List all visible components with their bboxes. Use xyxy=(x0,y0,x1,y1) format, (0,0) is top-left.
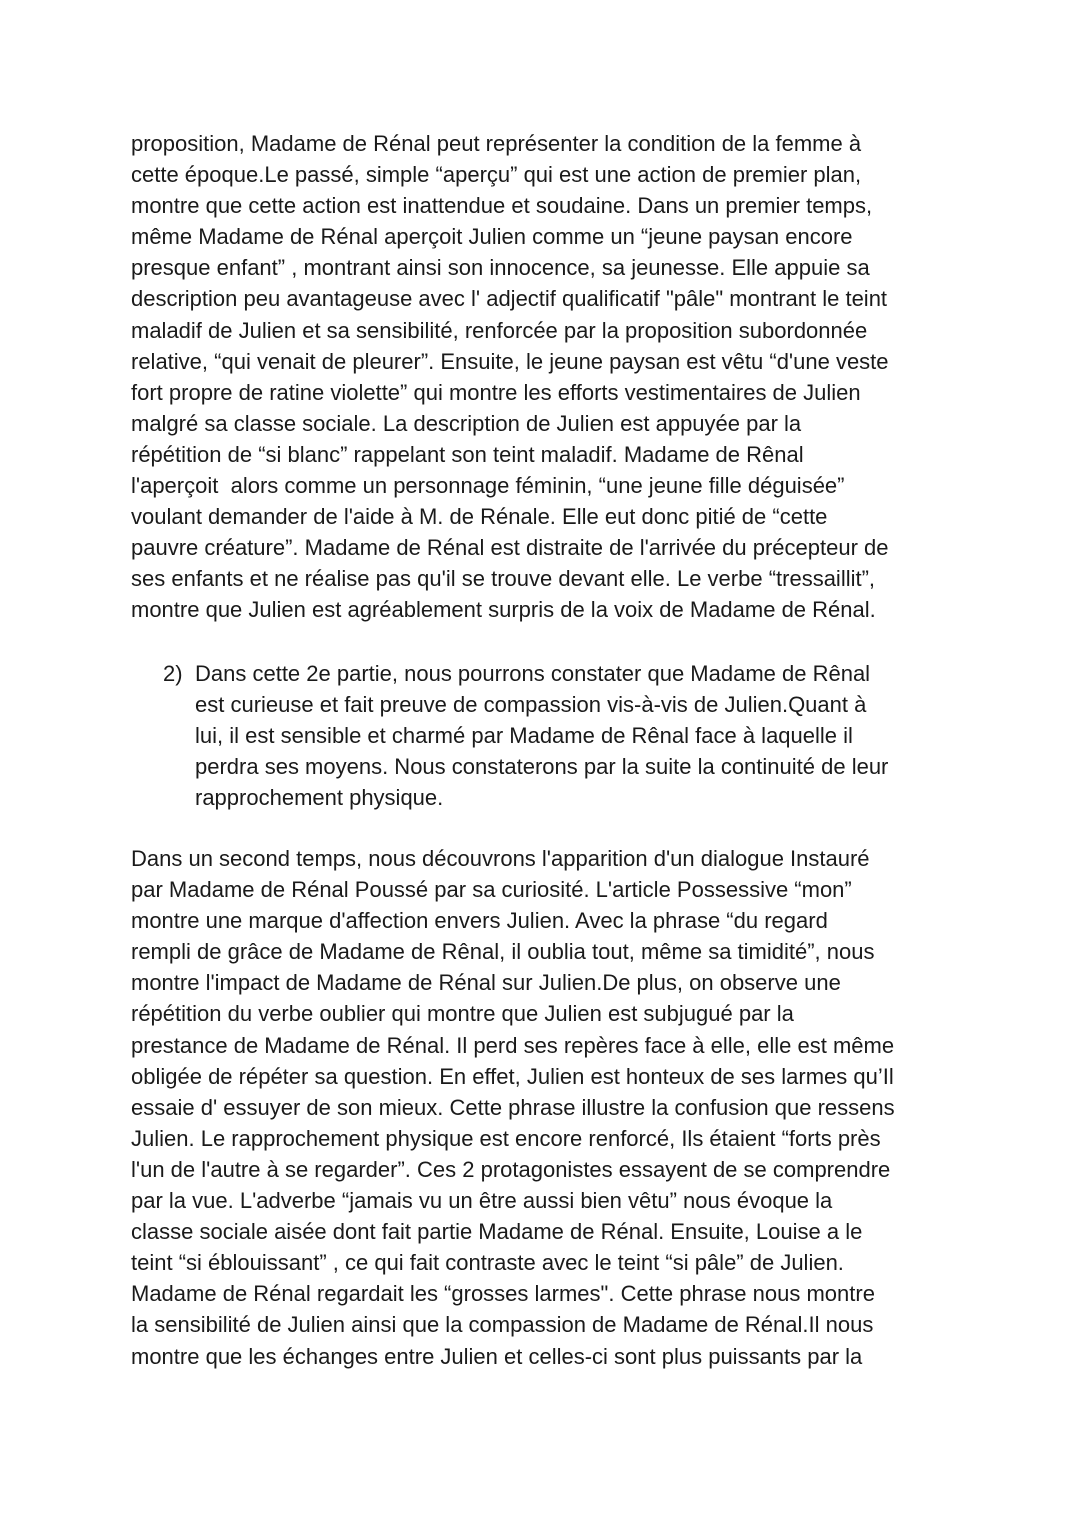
text-line: Dans cette 2e partie, nous pourrons constater que Madame de Rênal xyxy=(195,661,871,686)
text-line: Julien. Le rapprochement physique est encore renforcé, Ils étaient “forts près xyxy=(131,1125,881,1151)
text-line: montre que les échanges entre Julien et celles-ci sont plus puissants par la xyxy=(131,1343,863,1369)
text-line: ses enfants et ne réalise pas qu'il se trouve devant elle. Le verbe “tressaillit”, xyxy=(131,566,876,592)
paragraph-analysis-part2 xyxy=(131,843,895,1372)
text-line: maladif de Julien et sa sensibilité, renforcée par la proposition subordonnée xyxy=(131,317,868,343)
text-line: cette époque.Le passé, simple “aperçu” qui est une action de premier plan, xyxy=(131,162,862,188)
numbered-list xyxy=(163,658,888,813)
text-line: proposition, Madame de Rénal peut représenter la condition de la femme à xyxy=(131,131,862,156)
text-line: montre l'impact de Madame de Rénal sur Julien.De plus, on observe une xyxy=(131,970,841,996)
text-line: relative, “qui venait de pleurer”. Ensuite, le jeune paysan est vêtu “d'une veste xyxy=(131,348,889,374)
text-line: prestance de Madame de Rénal. Il perd ses repères face à elle, elle est même xyxy=(131,1032,895,1058)
text-line: Dans un second temps, nous découvrons l'apparition d'un dialogue Instauré xyxy=(131,846,870,871)
text-line: perdra ses moyens. Nous constaterons par la suite la continuité de leur xyxy=(195,754,889,780)
list-number: 2) xyxy=(163,661,183,686)
text-line: teint “si éblouissant” , ce qui fait contraste avec le teint “si pâle” de Julien. xyxy=(131,1250,844,1276)
text-line: par la vue. L'adverbe “jamais vu un être aussi bien vêtu” nous évoque la xyxy=(131,1188,833,1214)
text-line: rempli de grâce de Madame de Rênal, il oublia tout, même sa timidité”, nous xyxy=(131,939,875,965)
list-item xyxy=(163,658,888,813)
text-line: montre que Julien est agréablement surpris de la voix de Madame de Rénal. xyxy=(131,597,876,623)
text-line: classe sociale aisée dont fait partie Madame de Rénal. Ensuite, Louise a le xyxy=(131,1219,863,1245)
text-line: lui, il est sensible et charmé par Madame de Rênal face à laquelle il xyxy=(195,723,853,749)
text-line: la sensibilité de Julien ainsi que la compassion de Madame de Rénal.Il nous xyxy=(131,1312,874,1338)
text-line: même Madame de Rénal aperçoit Julien comme un “jeune paysan encore xyxy=(131,224,853,250)
text-line: essaie d' essuyer de son mieux. Cette phrase illustre la confusion que ressens xyxy=(131,1094,895,1120)
text-line: presque enfant” , montrant ainsi son innocence, sa jeunesse. Elle appuie sa xyxy=(131,255,870,281)
text-line: obligée de répéter sa question. En effet, Julien est honteux de ses larmes qu’Il xyxy=(131,1063,894,1089)
text-line: Madame de Rénal regardait les “grosses larmes". Cette phrase nous montre xyxy=(131,1281,875,1307)
text-line: par Madame de Rénal Poussé par sa curiosité. L'article Possessive “mon” xyxy=(131,877,852,903)
text-line: rapprochement physique. xyxy=(195,785,444,811)
text-line: description peu avantageuse avec l' adjectif qualificatif "pâle" montrant le teint xyxy=(131,286,888,312)
text-line: pauvre créature”. Madame de Rénal est distraite de l'arrivée du précepteur de xyxy=(131,535,889,561)
text-line: répétition du verbe oublier qui montre que Julien est subjugué par la xyxy=(131,1001,794,1027)
text-line: malgré sa classe sociale. La description de Julien est appuyée par la xyxy=(131,410,802,436)
text-line: montre une marque d'affection envers Julien. Avec la phrase “du regard xyxy=(131,908,828,934)
paragraph-analysis-part1 xyxy=(131,128,889,626)
text-line: l'aperçoit alors comme un personnage féminin, “une jeune fille déguisée” xyxy=(131,473,845,499)
text-line: voulant demander de l'aide à M. de Rénale. Elle eut donc pitié de “cette xyxy=(131,504,828,530)
text-line: montre que cette action est inattendue et soudaine. Dans un premier temps, xyxy=(131,193,873,219)
text-line: fort propre de ratine violette” qui montre les efforts vestimentaires de Julien xyxy=(131,379,861,405)
list-item-text xyxy=(195,658,888,813)
text-line: est curieuse et fait preuve de compassion vis-à-vis de Julien.Quant à xyxy=(195,692,867,718)
text-line: l'un de l'autre à se regarder”. Ces 2 protagonistes essayent de se comprendre xyxy=(131,1156,891,1182)
text-line: répétition de “si blanc” rappelant son teint maladif. Madame de Rênal xyxy=(131,441,804,467)
